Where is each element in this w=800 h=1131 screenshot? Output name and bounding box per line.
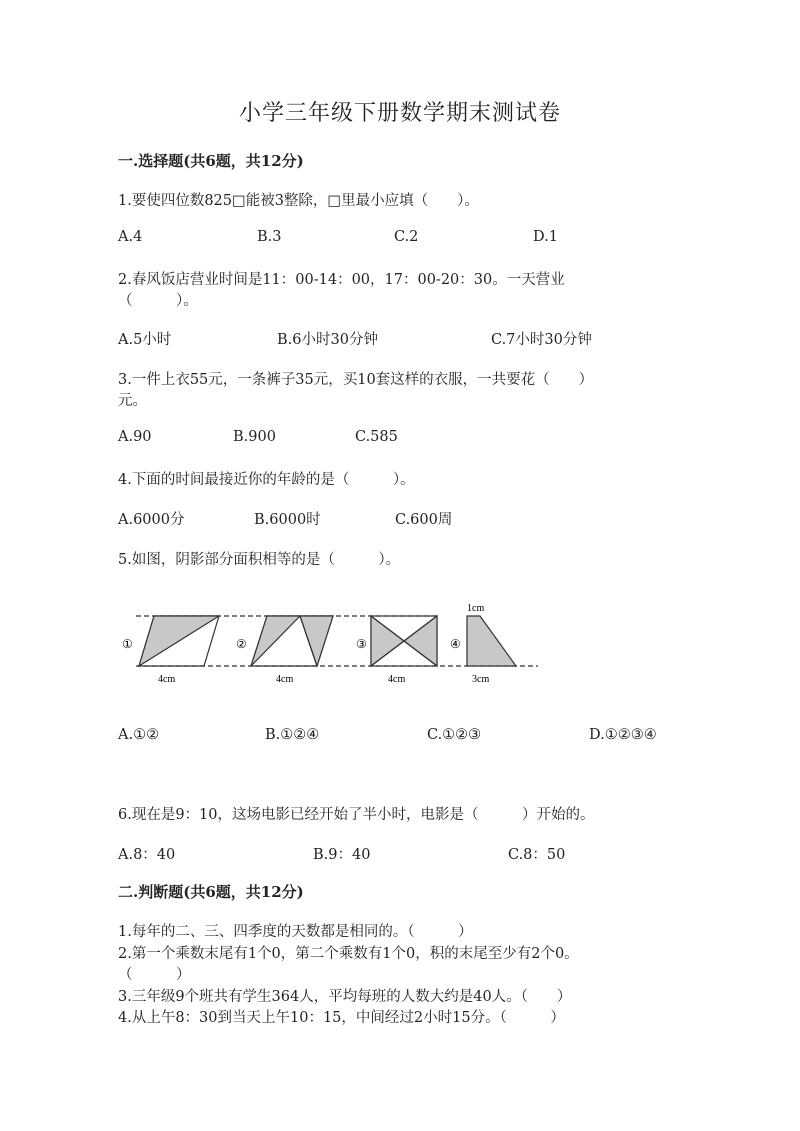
q5-option-d[interactable]: D.①②③④ xyxy=(589,727,657,743)
section-heading-choice: 一.选择题(共6题，共12分) xyxy=(118,152,304,170)
shape2-shaded-left xyxy=(251,616,300,666)
question-4: 4.下面的时间最接近你的年龄的是（ ）。 xyxy=(118,472,415,488)
marker-3: ③ xyxy=(356,637,367,651)
marker-1: ① xyxy=(122,637,133,651)
question-3-line2: 元。 xyxy=(118,393,147,409)
q1-option-d[interactable]: D.1 xyxy=(533,229,558,245)
q1-option-c[interactable]: C.2 xyxy=(394,229,419,245)
top-length-label: 1cm xyxy=(467,603,485,614)
shape2-shaded-right xyxy=(300,616,333,666)
question-2-line1: 2.春风饭店营业时间是11：00-14：00，17：00-20：30。一天营业 xyxy=(118,272,565,288)
question-1: 1.要使四位数825□能被3整除，□里最小应填（ ）。 xyxy=(118,193,479,209)
bottom-length-label-4: 3cm xyxy=(472,674,490,685)
q6-option-c[interactable]: C.8：50 xyxy=(508,847,566,863)
bottom-length-label-1: 4cm xyxy=(158,674,176,685)
q3-option-a[interactable]: A.90 xyxy=(118,429,152,445)
q5-option-a[interactable]: A.①② xyxy=(118,727,160,743)
shape3-shaded-right xyxy=(404,616,437,666)
q4-option-c[interactable]: C.600周 xyxy=(395,512,453,528)
section-heading-judgement: 二.判断题(共6题，共12分) xyxy=(118,883,304,901)
q1-option-a[interactable]: A.4 xyxy=(118,229,143,245)
q2-option-c[interactable]: C.7小时30分钟 xyxy=(491,332,592,348)
q4-option-b[interactable]: B.6000时 xyxy=(254,512,321,528)
q2-option-a[interactable]: A.5小时 xyxy=(118,332,172,348)
question-5: 5.如图，阴影部分面积相等的是（ ）。 xyxy=(118,552,401,568)
shape4-trapezoid xyxy=(467,616,516,666)
bottom-length-label-2: 4cm xyxy=(276,674,294,685)
q3-option-b[interactable]: B.900 xyxy=(233,429,276,445)
q3-option-c[interactable]: C.585 xyxy=(355,429,398,445)
marker-4: ④ xyxy=(450,637,461,651)
q1-option-b[interactable]: B.3 xyxy=(257,229,282,245)
judgement-3: 3.三年级9个班共有学生364人，平均每班的人数大约是40人。（ ） xyxy=(118,989,572,1005)
judgement-2-line1: 2.第一个乘数末尾有1个0，第二个乘数有1个0，积的末尾至少有2个0。 xyxy=(118,946,579,962)
q4-option-a[interactable]: A.6000分 xyxy=(118,512,185,528)
question-2-line2: （ ）。 xyxy=(118,293,198,309)
q2-option-b[interactable]: B.6小时30分钟 xyxy=(277,332,378,348)
q6-option-b[interactable]: B.9：40 xyxy=(313,847,371,863)
shape1-shaded-triangle xyxy=(139,616,219,666)
q6-option-a[interactable]: A.8：40 xyxy=(118,847,176,863)
q5-option-b[interactable]: B.①②④ xyxy=(265,727,320,743)
judgement-4: 4.从上午8：30到当天上午10：15，中间经过2小时15分。（ ） xyxy=(118,1010,565,1026)
q5-option-c[interactable]: C.①②③ xyxy=(427,727,482,743)
marker-2: ② xyxy=(236,637,247,651)
shape3-shaded-left xyxy=(371,616,404,666)
question-6: 6.现在是9：10，这场电影已经开始了半小时，电影是（ ）开始的。 xyxy=(118,807,595,823)
judgement-1: 1.每年的二、三、四季度的天数都是相同的。（ ） xyxy=(118,924,473,940)
shapes-figure xyxy=(118,598,548,690)
judgement-2-line2: （ ） xyxy=(118,967,191,983)
page-title: 小学三年级下册数学期末测试卷 xyxy=(238,101,561,126)
bottom-length-label-3: 4cm xyxy=(388,674,406,685)
question-3-line1: 3.一件上衣55元，一条裤子35元，买10套这样的衣服，一共要花（ ） xyxy=(118,372,594,388)
